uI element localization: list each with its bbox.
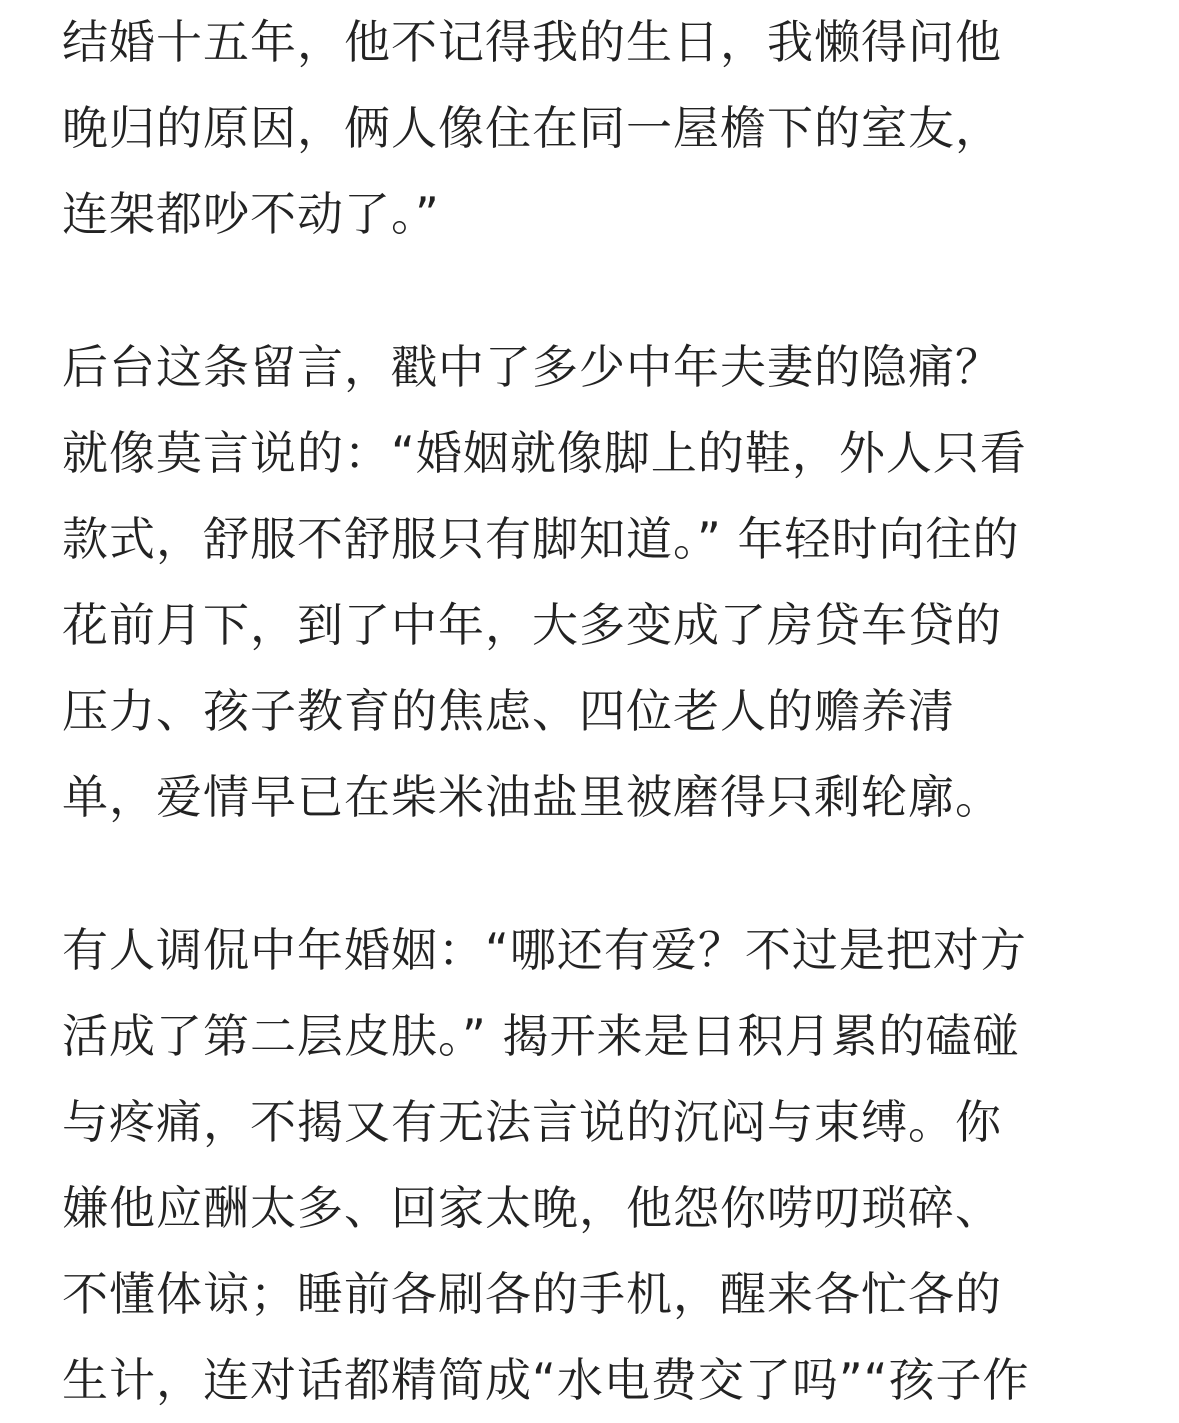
paragraph-2	[62, 324, 1122, 840]
text-line: 与疼痛，不揭又有无法言说的沉闷与束缚。你	[62, 1095, 1002, 1149]
text-line: 花前月下，到了中年，大多变成了房贷车贷的	[62, 598, 1002, 652]
text-line: 结婚十五年，他不记得我的生日，我懒得问他	[62, 15, 1002, 69]
text-line: 生计，连对话都精简成“水电费交了吗”“孩子作	[62, 1353, 1030, 1407]
text-line: 单，爱情早已在柴米油盐里被磨得只剩轮廓。	[62, 770, 1002, 824]
text-line: 有人调侃中年婚姻：“哪还有爱？不过是把对方	[62, 923, 1027, 977]
text-line: 晚归的原因，俩人像住在同一屋檐下的室友，	[62, 101, 1002, 155]
text-line: 后台这条留言，戳中了多少中年夫妻的隐痛？	[62, 340, 1002, 394]
text-line: 就像莫言说的：“婚姻就像脚上的鞋，外人只看	[62, 426, 1027, 480]
text-line: 压力、孩子教育的焦虑、四位老人的赡养清	[62, 684, 955, 738]
article-body	[62, 0, 1122, 1423]
paragraph-1	[62, 0, 1122, 257]
text-line: 不懂体谅；睡前各刷各的手机，醒来各忙各的	[62, 1267, 1002, 1321]
text-line: 活成了第二层皮肤。” 揭开来是日积月累的磕碰	[62, 1009, 1020, 1063]
paragraph-3	[62, 907, 1122, 1423]
text-line: 款式，舒服不舒服只有脚知道。” 年轻时向往的	[62, 512, 1020, 566]
text-line: 连架都吵不动了。”	[62, 187, 440, 241]
text-line: 嫌他应酬太多、回家太晚，他怨你唠叨琐碎、	[62, 1181, 1002, 1235]
